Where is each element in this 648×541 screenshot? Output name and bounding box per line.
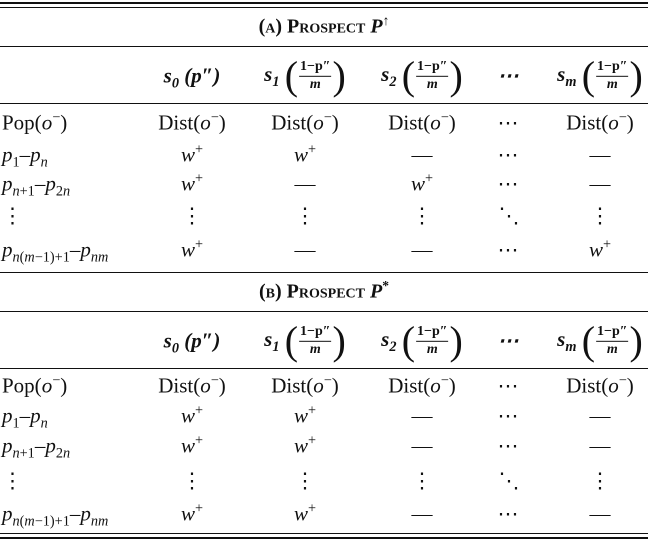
top-rule: [0, 2, 648, 4]
panel-a-row-pop-label: Pop(o−): [2, 109, 68, 135]
panel-b-row-2-s0: w+: [180, 432, 204, 458]
panel-a-row-vdots-s0: ⋮: [181, 203, 203, 228]
panel-a-row-1-ellipsis: ⋯: [497, 142, 521, 167]
panel-b-row-pop-s2: Dist(o−): [388, 372, 456, 398]
panel-a-header-s0: $s_0$ (p″): [163, 63, 221, 92]
panel-b-row-1-s1: w+: [293, 402, 317, 428]
panel-a-row-pop-s2: Dist(o−): [388, 109, 456, 135]
top-rule-inner: [0, 7, 648, 8]
panel-b-row-pop-s1: Dist(o−): [271, 372, 339, 398]
panel-b-row-pop-ellipsis: ⋯: [497, 373, 521, 398]
panel-b-header-s0: $s_0$ (p″): [163, 328, 221, 357]
bottom-rule-inner: [0, 533, 648, 534]
panel-b-row-vdots-s0: ⋮: [181, 468, 203, 493]
panel-a-row-2-ellipsis: ⋯: [497, 171, 521, 196]
panel-b-header-ellipsis: ⋯: [497, 328, 521, 353]
panel-a-row-pop-s1: Dist(o−): [271, 109, 339, 135]
panel-a-title-rule: [0, 46, 648, 47]
panel-b-row-pop-s0: Dist(o−): [158, 372, 226, 398]
panel-b-row-vdots-ddots: ⋱: [498, 468, 520, 493]
panel-a-row-1-sm: —: [589, 142, 611, 167]
panel-a-header-rule: [0, 103, 648, 104]
panel-a-row-m-label: $p_{n(m-1)+1}-p_{nm}$: [2, 237, 109, 266]
panel-b-row-2-s1: w+: [293, 432, 317, 458]
panel-b-row-m-s0: w+: [180, 500, 204, 526]
panel-b-row-vdots-s2: ⋮: [411, 468, 433, 493]
panel-a-row-vdots-label: ⋮: [2, 203, 23, 228]
panel-a-row-1-s1: w+: [293, 141, 317, 167]
panel-b-row-vdots-label: ⋮: [2, 468, 23, 493]
panel-a-row-vdots-ddots: ⋱: [498, 203, 520, 228]
panel-a-row-m-ellipsis: ⋯: [497, 237, 521, 262]
panel-b-row-2-sm: —: [589, 433, 611, 458]
panel-b-header-rule: [0, 368, 648, 369]
panel-b-row-pop-label: Pop(o−): [2, 372, 68, 398]
panel-b-row-vdots-s1: ⋮: [294, 468, 316, 493]
panel-a-row-m-s1: —: [294, 237, 316, 262]
panel-b-header-sm: $s_m$ ( $\frac{1-p''}{m}$ ): [557, 318, 643, 363]
panel-a-row-vdots-s2: ⋮: [411, 203, 433, 228]
panel-b-row-1-sm: —: [589, 403, 611, 428]
panel-a-row-1-s0: w+: [180, 141, 204, 167]
panel-a-header-sm: $s_m$ ( $\frac{1-p''}{m}$ ): [557, 53, 643, 98]
panel-a-row-2-s0: w+: [180, 170, 204, 196]
panel-a-row-1-label: $p_1-p_n$: [2, 142, 48, 171]
panel-b-row-m-ellipsis: ⋯: [497, 501, 521, 526]
panel-b-row-m-label: $p_{n(m-1)+1}-p_{nm}$: [2, 501, 109, 530]
panel-b-row-vdots-sm: ⋮: [589, 468, 611, 493]
panel-b-row-1-s2: —: [411, 403, 433, 428]
panel-a-row-m-sm: w+: [588, 236, 612, 262]
panel-b-row-m-s2: —: [411, 501, 433, 526]
panel-a-row-2-s1: —: [294, 171, 316, 196]
panel-a-row-1-s2: —: [411, 142, 433, 167]
panel-b-header-s2: $s_2$ ( $\frac{1-p''}{m}$ ): [381, 318, 463, 363]
panel-a-row-pop-sm: Dist(o−): [566, 109, 634, 135]
panel-a-row-vdots-s1: ⋮: [294, 203, 316, 228]
panel-b-row-pop-sm: Dist(o−): [566, 372, 634, 398]
panel-a-row-2-s2: w+: [410, 170, 434, 196]
panel-a-row-pop-ellipsis: ⋯: [497, 110, 521, 135]
panel-b-row-2-s2: —: [411, 433, 433, 458]
panel-b-header-s1: $s_1$ ( $\frac{1-p''}{m}$ ): [264, 318, 346, 363]
panel-a-row-vdots-sm: ⋮: [589, 203, 611, 228]
panel-a-row-pop-s0: Dist(o−): [158, 109, 226, 135]
panel-separator-rule: [0, 272, 648, 273]
panel-a-title: (a) Prospect P↑: [258, 12, 390, 38]
panel-b-title-rule: [0, 311, 648, 312]
panel-a-row-2-label: $p_{n+1}-p_{2n}$: [2, 171, 71, 200]
panel-b-row-1-label: $p_1-p_n$: [2, 403, 48, 432]
panel-a-row-m-s2: —: [411, 237, 433, 262]
panel-b-row-2-label: $p_{n+1}-p_{2n}$: [2, 433, 71, 462]
panel-b-row-2-ellipsis: ⋯: [497, 433, 521, 458]
panel-a-header-s1: $s_1$ ( $\frac{1-p''}{m}$ ): [264, 53, 346, 98]
panel-b-title: (b) Prospect P*: [258, 277, 390, 303]
panel-b-row-1-ellipsis: ⋯: [497, 403, 521, 428]
bottom-rule: [0, 537, 648, 539]
panel-a-row-m-s0: w+: [180, 236, 204, 262]
panel-a-row-2-sm: —: [589, 171, 611, 196]
panel-a-header-ellipsis: ⋯: [497, 63, 521, 88]
panel-b-row-m-sm: —: [589, 501, 611, 526]
panel-a-header-s2: $s_2$ ( $\frac{1-p''}{m}$ ): [381, 53, 463, 98]
panel-b-row-1-s0: w+: [180, 402, 204, 428]
panel-b-row-m-s1: w+: [293, 500, 317, 526]
